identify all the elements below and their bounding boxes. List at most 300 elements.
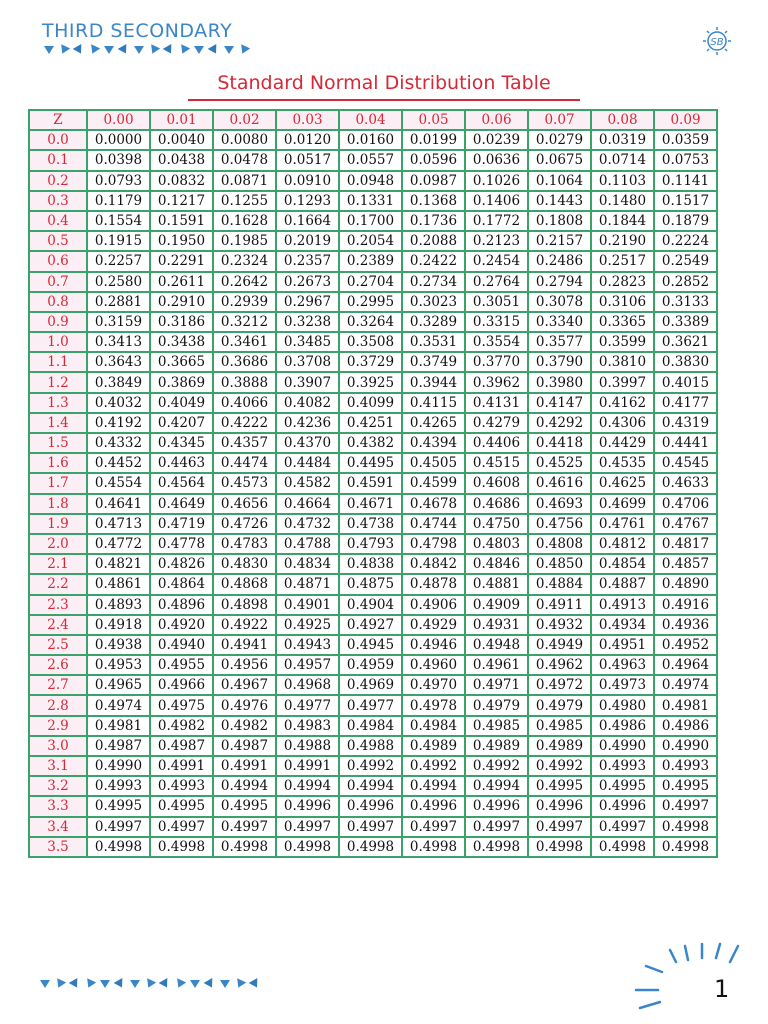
probability-cell: 0.4987 xyxy=(213,736,276,756)
probability-cell: 0.0359 xyxy=(654,130,717,150)
probability-cell: 0.4864 xyxy=(150,574,213,594)
probability-cell: 0.2324 xyxy=(213,251,276,271)
table-row xyxy=(29,635,717,655)
probability-cell: 0.4918 xyxy=(87,615,150,635)
table-row xyxy=(29,796,717,816)
probability-cell: 0.2642 xyxy=(213,272,276,292)
probability-cell: 0.4678 xyxy=(402,494,465,514)
probability-cell: 0.2764 xyxy=(465,272,528,292)
z-value-cell: 1.7 xyxy=(29,473,87,493)
probability-cell: 0.4418 xyxy=(528,433,591,453)
probability-cell: 0.4279 xyxy=(465,413,528,433)
probability-cell: 0.3997 xyxy=(591,372,654,392)
probability-cell: 0.1664 xyxy=(276,211,339,231)
probability-cell: 0.1772 xyxy=(465,211,528,231)
probability-cell: 0.4236 xyxy=(276,413,339,433)
probability-cell: 0.4332 xyxy=(87,433,150,453)
probability-cell: 0.4916 xyxy=(654,595,717,615)
column-header: 0.03 xyxy=(276,110,339,130)
probability-cell: 0.4049 xyxy=(150,393,213,413)
probability-cell: 0.1950 xyxy=(150,231,213,251)
probability-cell: 0.4949 xyxy=(528,635,591,655)
probability-cell: 0.4951 xyxy=(591,635,654,655)
probability-cell: 0.3438 xyxy=(150,332,213,352)
table-row xyxy=(29,251,717,271)
probability-cell: 0.1406 xyxy=(465,191,528,211)
probability-cell: 0.4991 xyxy=(150,756,213,776)
table-row xyxy=(29,332,717,352)
probability-cell: 0.4429 xyxy=(591,433,654,453)
probability-cell: 0.3365 xyxy=(591,312,654,332)
probability-cell: 0.4991 xyxy=(213,756,276,776)
table-row xyxy=(29,534,717,554)
decorative-triangles-icon xyxy=(40,980,260,988)
probability-cell: 0.4986 xyxy=(654,716,717,736)
probability-cell: 0.4803 xyxy=(465,534,528,554)
probability-cell: 0.4793 xyxy=(339,534,402,554)
probability-cell: 0.4934 xyxy=(591,615,654,635)
probability-cell: 0.4970 xyxy=(402,675,465,695)
z-value-cell: 1.6 xyxy=(29,453,87,473)
probability-cell: 0.0040 xyxy=(150,130,213,150)
z-value-cell: 3.1 xyxy=(29,756,87,776)
probability-cell: 0.4997 xyxy=(276,817,339,837)
table-row xyxy=(29,211,717,231)
probability-cell: 0.4997 xyxy=(591,817,654,837)
probability-cell: 0.0714 xyxy=(591,150,654,170)
probability-cell: 0.2549 xyxy=(654,251,717,271)
probability-cell: 0.4996 xyxy=(276,796,339,816)
probability-cell: 0.4738 xyxy=(339,514,402,534)
probability-cell: 0.4992 xyxy=(465,756,528,776)
probability-cell: 0.4996 xyxy=(591,796,654,816)
probability-cell: 0.4966 xyxy=(150,675,213,695)
probability-cell: 0.4940 xyxy=(150,635,213,655)
probability-cell: 0.4890 xyxy=(654,574,717,594)
probability-cell: 0.4992 xyxy=(402,756,465,776)
probability-cell: 0.4961 xyxy=(465,655,528,675)
probability-cell: 0.4997 xyxy=(528,817,591,837)
probability-cell: 0.1026 xyxy=(465,171,528,191)
probability-cell: 0.4998 xyxy=(654,817,717,837)
table-row xyxy=(29,292,717,312)
probability-cell: 0.2357 xyxy=(276,251,339,271)
probability-cell: 0.1591 xyxy=(150,211,213,231)
probability-cell: 0.4798 xyxy=(402,534,465,554)
probability-cell: 0.4904 xyxy=(339,595,402,615)
probability-cell: 0.4207 xyxy=(150,413,213,433)
probability-cell: 0.0793 xyxy=(87,171,150,191)
probability-cell: 0.4878 xyxy=(402,574,465,594)
probability-cell: 0.4982 xyxy=(150,716,213,736)
z-value-cell: 2.7 xyxy=(29,675,87,695)
probability-cell: 0.4946 xyxy=(402,635,465,655)
z-value-cell: 2.1 xyxy=(29,554,87,574)
probability-cell: 0.0675 xyxy=(528,150,591,170)
probability-cell: 0.4842 xyxy=(402,554,465,574)
probability-cell: 0.1217 xyxy=(150,191,213,211)
table-row xyxy=(29,675,717,695)
probability-cell: 0.3186 xyxy=(150,312,213,332)
probability-cell: 0.4772 xyxy=(87,534,150,554)
probability-cell: 0.4726 xyxy=(213,514,276,534)
probability-cell: 0.4952 xyxy=(654,635,717,655)
probability-cell: 0.4857 xyxy=(654,554,717,574)
probability-cell: 0.4981 xyxy=(654,695,717,715)
probability-cell: 0.4978 xyxy=(402,695,465,715)
probability-cell: 0.4756 xyxy=(528,514,591,534)
probability-cell: 0.2054 xyxy=(339,231,402,251)
probability-cell: 0.4938 xyxy=(87,635,150,655)
probability-cell: 0.4984 xyxy=(339,716,402,736)
probability-cell: 0.2517 xyxy=(591,251,654,271)
probability-cell: 0.4998 xyxy=(528,837,591,857)
probability-cell: 0.3159 xyxy=(87,312,150,332)
table-row xyxy=(29,272,717,292)
z-value-cell: 0.2 xyxy=(29,171,87,191)
probability-cell: 0.4960 xyxy=(402,655,465,675)
probability-cell: 0.1480 xyxy=(591,191,654,211)
probability-cell: 0.4911 xyxy=(528,595,591,615)
table-row xyxy=(29,736,717,756)
probability-cell: 0.4913 xyxy=(591,595,654,615)
probability-cell: 0.3264 xyxy=(339,312,402,332)
probability-cell: 0.4515 xyxy=(465,453,528,473)
probability-cell: 0.4997 xyxy=(87,817,150,837)
probability-cell: 0.4986 xyxy=(591,716,654,736)
probability-cell: 0.4082 xyxy=(276,393,339,413)
probability-cell: 0.4998 xyxy=(150,837,213,857)
probability-cell: 0.1628 xyxy=(213,211,276,231)
probability-cell: 0.4931 xyxy=(465,615,528,635)
probability-cell: 0.4997 xyxy=(402,817,465,837)
z-value-cell: 0.3 xyxy=(29,191,87,211)
table-row xyxy=(29,494,717,514)
probability-cell: 0.4881 xyxy=(465,574,528,594)
probability-cell: 0.4719 xyxy=(150,514,213,534)
z-value-cell: 3.2 xyxy=(29,776,87,796)
probability-cell: 0.4998 xyxy=(465,837,528,857)
probability-cell: 0.4382 xyxy=(339,433,402,453)
probability-cell: 0.4292 xyxy=(528,413,591,433)
probability-cell: 0.4988 xyxy=(276,736,339,756)
probability-cell: 0.4994 xyxy=(339,776,402,796)
probability-cell: 0.2190 xyxy=(591,231,654,251)
probability-cell: 0.3023 xyxy=(402,292,465,312)
probability-cell: 0.4535 xyxy=(591,453,654,473)
probability-cell: 0.4977 xyxy=(276,695,339,715)
title-underline xyxy=(188,99,580,101)
probability-cell: 0.4099 xyxy=(339,393,402,413)
probability-cell: 0.4990 xyxy=(591,736,654,756)
probability-cell: 0.2257 xyxy=(87,251,150,271)
probability-cell: 0.2088 xyxy=(402,231,465,251)
z-value-cell: 1.0 xyxy=(29,332,87,352)
probability-cell: 0.0832 xyxy=(150,171,213,191)
probability-cell: 0.3888 xyxy=(213,372,276,392)
probability-cell: 0.4875 xyxy=(339,574,402,594)
probability-cell: 0.1517 xyxy=(654,191,717,211)
probability-cell: 0.4967 xyxy=(213,675,276,695)
z-value-cell: 1.1 xyxy=(29,352,87,372)
table-row xyxy=(29,433,717,453)
probability-cell: 0.4474 xyxy=(213,453,276,473)
probability-cell: 0.4812 xyxy=(591,534,654,554)
probability-cell: 0.4981 xyxy=(87,716,150,736)
probability-cell: 0.2673 xyxy=(276,272,339,292)
probability-cell: 0.0557 xyxy=(339,150,402,170)
probability-cell: 0.4893 xyxy=(87,595,150,615)
probability-cell: 0.4969 xyxy=(339,675,402,695)
probability-cell: 0.3925 xyxy=(339,372,402,392)
probability-cell: 0.4573 xyxy=(213,473,276,493)
probability-cell: 0.1141 xyxy=(654,171,717,191)
probability-cell: 0.4616 xyxy=(528,473,591,493)
probability-cell: 0.4956 xyxy=(213,655,276,675)
probability-cell: 0.4192 xyxy=(87,413,150,433)
table-row xyxy=(29,171,717,191)
probability-cell: 0.3051 xyxy=(465,292,528,312)
probability-cell: 0.4251 xyxy=(339,413,402,433)
probability-cell: 0.4993 xyxy=(87,776,150,796)
probability-cell: 0.4995 xyxy=(213,796,276,816)
z-table xyxy=(28,109,718,858)
z-value-cell: 2.8 xyxy=(29,695,87,715)
probability-cell: 0.4989 xyxy=(528,736,591,756)
probability-cell: 0.4989 xyxy=(402,736,465,756)
probability-cell: 0.4990 xyxy=(654,736,717,756)
probability-cell: 0.4973 xyxy=(591,675,654,695)
probability-cell: 0.4633 xyxy=(654,473,717,493)
probability-cell: 0.3340 xyxy=(528,312,591,332)
table-row xyxy=(29,413,717,433)
probability-cell: 0.4345 xyxy=(150,433,213,453)
probability-cell: 0.4484 xyxy=(276,453,339,473)
probability-cell: 0.4115 xyxy=(402,393,465,413)
probability-cell: 0.4997 xyxy=(654,796,717,816)
probability-cell: 0.3907 xyxy=(276,372,339,392)
probability-cell: 0.4625 xyxy=(591,473,654,493)
probability-cell: 0.4987 xyxy=(87,736,150,756)
page-title: Standard Normal Distribution Table xyxy=(217,72,551,94)
probability-cell: 0.4649 xyxy=(150,494,213,514)
probability-cell: 0.4706 xyxy=(654,494,717,514)
probability-cell: 0.4370 xyxy=(276,433,339,453)
probability-cell: 0.4265 xyxy=(402,413,465,433)
probability-cell: 0.4965 xyxy=(87,675,150,695)
brand-title: THIRD SECONDARY xyxy=(42,20,233,42)
probability-cell: 0.4998 xyxy=(402,837,465,857)
probability-cell: 0.1443 xyxy=(528,191,591,211)
probability-cell: 0.4505 xyxy=(402,453,465,473)
table-row xyxy=(29,574,717,594)
z-value-cell: 2.5 xyxy=(29,635,87,655)
probability-cell: 0.0398 xyxy=(87,150,150,170)
probability-cell: 0.1879 xyxy=(654,211,717,231)
probability-cell: 0.4850 xyxy=(528,554,591,574)
probability-cell: 0.1808 xyxy=(528,211,591,231)
probability-cell: 0.4996 xyxy=(528,796,591,816)
probability-cell: 0.4898 xyxy=(213,595,276,615)
probability-cell: 0.4846 xyxy=(465,554,528,574)
table-row xyxy=(29,756,717,776)
probability-cell: 0.4979 xyxy=(528,695,591,715)
probability-cell: 0.1700 xyxy=(339,211,402,231)
probability-cell: 0.3830 xyxy=(654,352,717,372)
probability-cell: 0.4985 xyxy=(465,716,528,736)
probability-cell: 0.4147 xyxy=(528,393,591,413)
probability-cell: 0.4998 xyxy=(654,837,717,857)
probability-cell: 0.4977 xyxy=(339,695,402,715)
probability-cell: 0.4943 xyxy=(276,635,339,655)
z-value-cell: 2.3 xyxy=(29,595,87,615)
z-value-cell: 1.2 xyxy=(29,372,87,392)
probability-cell: 0.4974 xyxy=(87,695,150,715)
z-value-cell: 2.6 xyxy=(29,655,87,675)
probability-cell: 0.3461 xyxy=(213,332,276,352)
probability-cell: 0.0120 xyxy=(276,130,339,150)
probability-cell: 0.4778 xyxy=(150,534,213,554)
z-value-cell: 0.5 xyxy=(29,231,87,251)
z-value-cell: 2.2 xyxy=(29,574,87,594)
probability-cell: 0.4995 xyxy=(591,776,654,796)
probability-cell: 0.4821 xyxy=(87,554,150,574)
probability-cell: 0.4525 xyxy=(528,453,591,473)
decorative-triangles-icon xyxy=(44,46,249,54)
table-row xyxy=(29,695,717,715)
probability-cell: 0.4989 xyxy=(465,736,528,756)
probability-cell: 0.4932 xyxy=(528,615,591,635)
probability-cell: 0.4732 xyxy=(276,514,339,534)
table-row xyxy=(29,615,717,635)
probability-cell: 0.4968 xyxy=(276,675,339,695)
probability-cell: 0.0279 xyxy=(528,130,591,150)
probability-cell: 0.4998 xyxy=(87,837,150,857)
probability-cell: 0.2580 xyxy=(87,272,150,292)
probability-cell: 0.4996 xyxy=(339,796,402,816)
probability-cell: 0.4964 xyxy=(654,655,717,675)
probability-cell: 0.3708 xyxy=(276,352,339,372)
probability-cell: 0.2939 xyxy=(213,292,276,312)
probability-cell: 0.1368 xyxy=(402,191,465,211)
probability-cell: 0.3790 xyxy=(528,352,591,372)
probability-cell: 0.4909 xyxy=(465,595,528,615)
page-number: 1 xyxy=(714,975,730,1003)
probability-cell: 0.2123 xyxy=(465,231,528,251)
probability-cell: 0.4959 xyxy=(339,655,402,675)
probability-cell: 0.3665 xyxy=(150,352,213,372)
table-row xyxy=(29,817,717,837)
probability-cell: 0.4495 xyxy=(339,453,402,473)
probability-cell: 0.4936 xyxy=(654,615,717,635)
probability-cell: 0.4854 xyxy=(591,554,654,574)
probability-cell: 0.2967 xyxy=(276,292,339,312)
probability-cell: 0.4394 xyxy=(402,433,465,453)
probability-cell: 0.4945 xyxy=(339,635,402,655)
probability-cell: 0.3686 xyxy=(213,352,276,372)
probability-cell: 0.2389 xyxy=(339,251,402,271)
probability-cell: 0.4906 xyxy=(402,595,465,615)
probability-cell: 0.0753 xyxy=(654,150,717,170)
probability-cell: 0.0239 xyxy=(465,130,528,150)
probability-cell: 0.0948 xyxy=(339,171,402,191)
probability-cell: 0.4608 xyxy=(465,473,528,493)
probability-cell: 0.4998 xyxy=(591,837,654,857)
z-value-cell: 0.8 xyxy=(29,292,87,312)
probability-cell: 0.4995 xyxy=(150,796,213,816)
sb-logo-icon xyxy=(702,26,732,56)
probability-cell: 0.1736 xyxy=(402,211,465,231)
probability-cell: 0.4750 xyxy=(465,514,528,534)
probability-cell: 0.3980 xyxy=(528,372,591,392)
column-header: 0.05 xyxy=(402,110,465,130)
probability-cell: 0.3289 xyxy=(402,312,465,332)
table-row xyxy=(29,231,717,251)
probability-cell: 0.4162 xyxy=(591,393,654,413)
probability-cell: 0.3413 xyxy=(87,332,150,352)
probability-cell: 0.0871 xyxy=(213,171,276,191)
probability-cell: 0.3485 xyxy=(276,332,339,352)
probability-cell: 0.4948 xyxy=(465,635,528,655)
probability-cell: 0.2454 xyxy=(465,251,528,271)
probability-cell: 0.4066 xyxy=(213,393,276,413)
probability-cell: 0.4744 xyxy=(402,514,465,534)
probability-cell: 0.2019 xyxy=(276,231,339,251)
table-row xyxy=(29,130,717,150)
probability-cell: 0.3531 xyxy=(402,332,465,352)
probability-cell: 0.4997 xyxy=(465,817,528,837)
probability-cell: 0.3849 xyxy=(87,372,150,392)
probability-cell: 0.2852 xyxy=(654,272,717,292)
probability-cell: 0.0517 xyxy=(276,150,339,170)
probability-cell: 0.4992 xyxy=(339,756,402,776)
probability-cell: 0.4994 xyxy=(402,776,465,796)
table-row xyxy=(29,837,717,857)
table-row xyxy=(29,191,717,211)
probability-cell: 0.4357 xyxy=(213,433,276,453)
probability-cell: 0.2486 xyxy=(528,251,591,271)
probability-cell: 0.4441 xyxy=(654,433,717,453)
probability-cell: 0.4993 xyxy=(150,776,213,796)
probability-cell: 0.4838 xyxy=(339,554,402,574)
probability-cell: 0.4920 xyxy=(150,615,213,635)
probability-cell: 0.4929 xyxy=(402,615,465,635)
z-value-cell: 1.4 xyxy=(29,413,87,433)
probability-cell: 0.4953 xyxy=(87,655,150,675)
probability-cell: 0.0000 xyxy=(87,130,150,150)
probability-cell: 0.0319 xyxy=(591,130,654,150)
column-header: 0.06 xyxy=(465,110,528,130)
probability-cell: 0.4927 xyxy=(339,615,402,635)
probability-cell: 0.4955 xyxy=(150,655,213,675)
z-value-cell: 2.4 xyxy=(29,615,87,635)
probability-cell: 0.4987 xyxy=(150,736,213,756)
probability-cell: 0.4984 xyxy=(402,716,465,736)
probability-cell: 0.4995 xyxy=(528,776,591,796)
probability-cell: 0.0910 xyxy=(276,171,339,191)
probability-cell: 0.4962 xyxy=(528,655,591,675)
probability-cell: 0.0636 xyxy=(465,150,528,170)
probability-cell: 0.3729 xyxy=(339,352,402,372)
table-row xyxy=(29,352,717,372)
probability-cell: 0.4957 xyxy=(276,655,339,675)
probability-cell: 0.2734 xyxy=(402,272,465,292)
probability-cell: 0.4998 xyxy=(339,837,402,857)
probability-cell: 0.1331 xyxy=(339,191,402,211)
probability-cell: 0.4988 xyxy=(339,736,402,756)
probability-cell: 0.4998 xyxy=(276,837,339,857)
probability-cell: 0.4995 xyxy=(87,796,150,816)
